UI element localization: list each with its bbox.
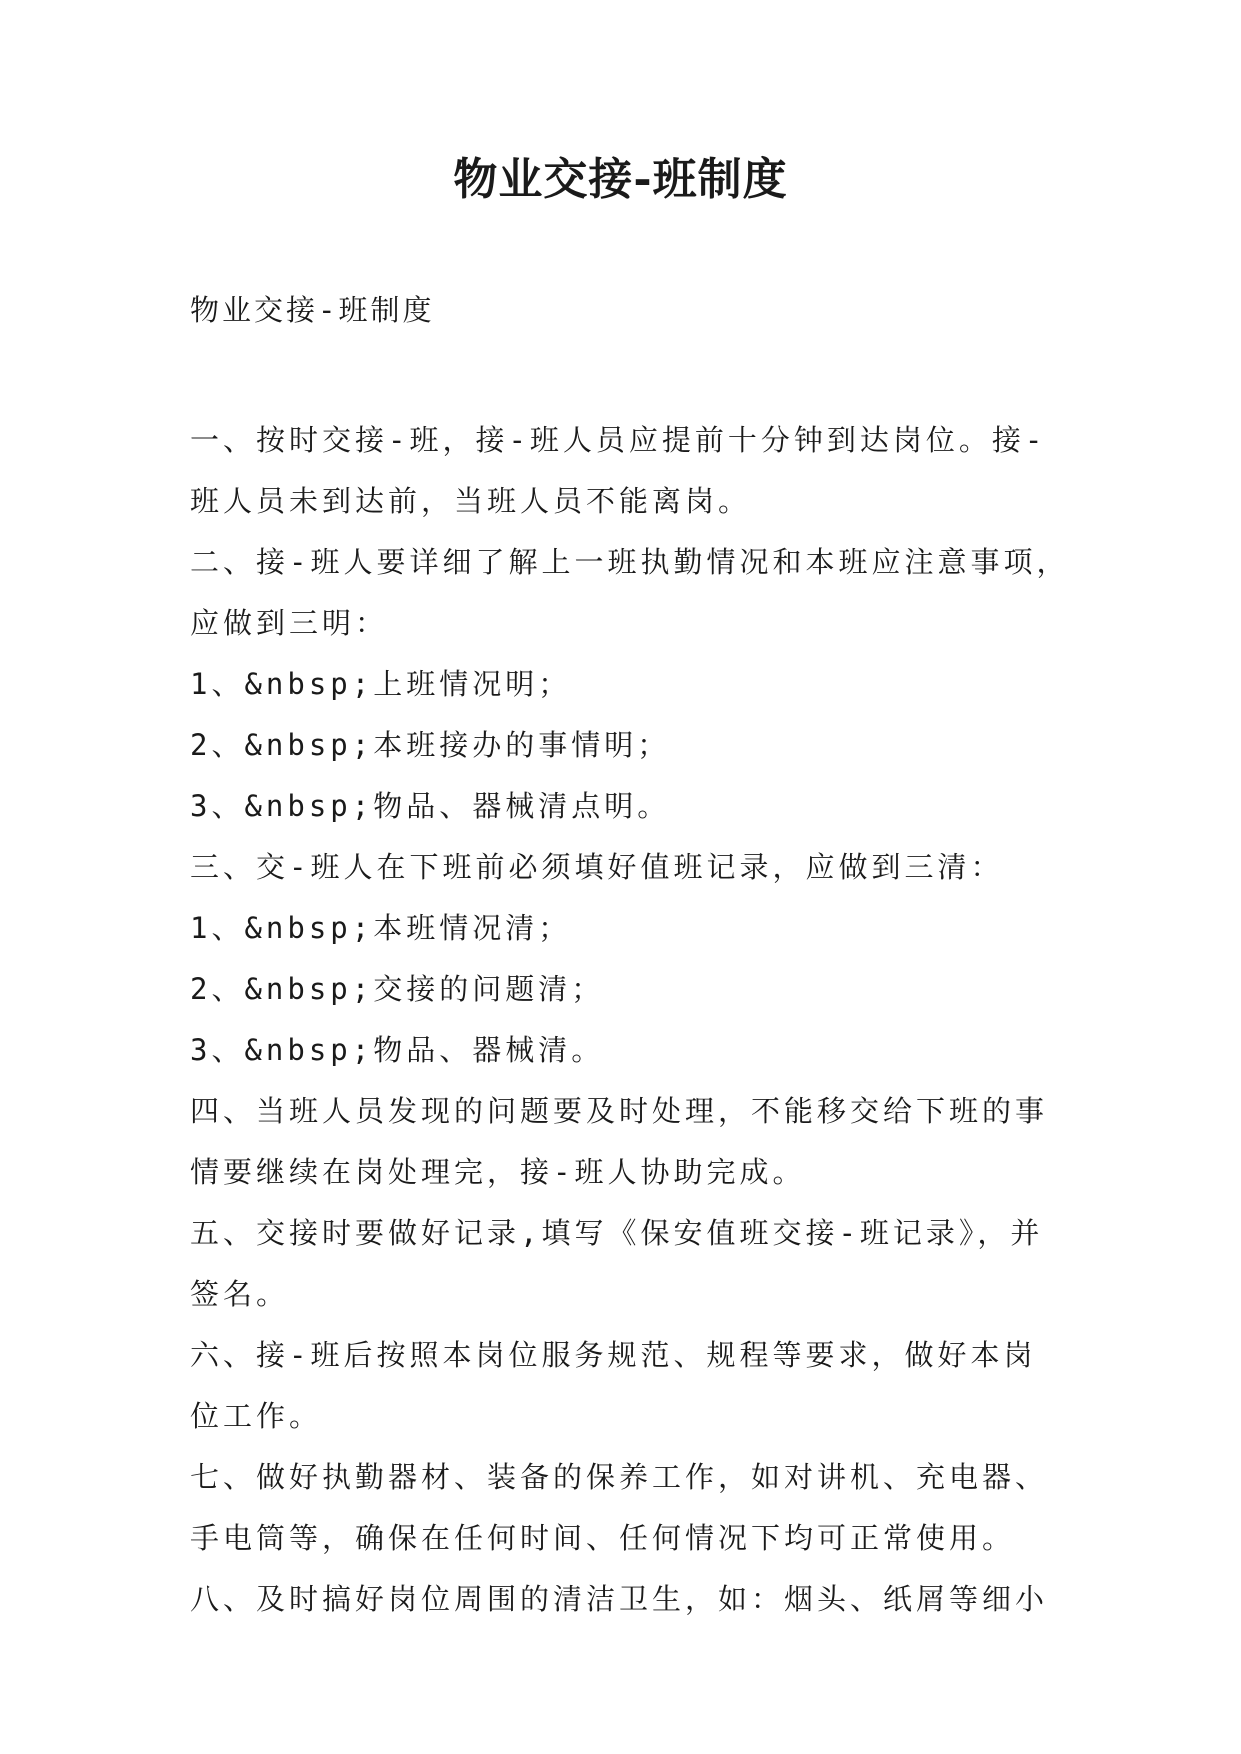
body-line: 五、交接时要做好记录,填写《保安值班交接-班记录》，并 bbox=[190, 1216, 1044, 1250]
body-line: 班人员未到达前，当班人员不能离岗。 bbox=[190, 484, 752, 518]
body-line: 二、接-班人要详细了解上一班执勤情况和本班应注意事项， bbox=[190, 545, 1070, 579]
body-line: 3、&nbsp;物品、器械清点明。 bbox=[190, 789, 671, 823]
document-subtitle: 物业交接-班制度 bbox=[190, 293, 435, 327]
body-line: 一、按时交接-班，接-班人员应提前十分钟到达岗位。接- bbox=[190, 423, 1047, 457]
body-line: 2、&nbsp;交接的问题清； bbox=[190, 972, 605, 1006]
body-line: 七、做好执勤器材、装备的保养工作，如对讲机、充电器、 bbox=[190, 1460, 1049, 1494]
body-line: 位工作。 bbox=[190, 1399, 323, 1433]
body-line: 1、&nbsp;本班情况清； bbox=[190, 911, 572, 945]
body-line: 2、&nbsp;本班接办的事情明； bbox=[190, 728, 671, 762]
body-line: 应做到三明： bbox=[190, 606, 389, 640]
body-line: 四、当班人员发现的问题要及时处理，不能移交给下班的事 bbox=[190, 1094, 1049, 1128]
body-line: 3、&nbsp;物品、器械清。 bbox=[190, 1033, 605, 1067]
body-line: 三、交-班人在下班前必须填好值班记录，应做到三清： bbox=[190, 850, 1004, 884]
body-line: 签名。 bbox=[190, 1277, 290, 1311]
document-title: 物业交接-班制度 bbox=[453, 154, 788, 205]
body-line: 1、&nbsp;上班情况明； bbox=[190, 667, 572, 701]
body-line: 手电筒等，确保在任何时间、任何情况下均可正常使用。 bbox=[190, 1521, 1016, 1555]
body-line: 八、及时搞好岗位周围的清洁卫生，如：烟头、纸屑等细小 bbox=[190, 1582, 1049, 1616]
document-body bbox=[190, 410, 1070, 1630]
body-line: 六、接-班后按照本岗位服务规范、规程等要求，做好本岗 bbox=[190, 1338, 1037, 1372]
body-line: 情要继续在岗处理完，接-班人协助完成。 bbox=[190, 1155, 806, 1189]
